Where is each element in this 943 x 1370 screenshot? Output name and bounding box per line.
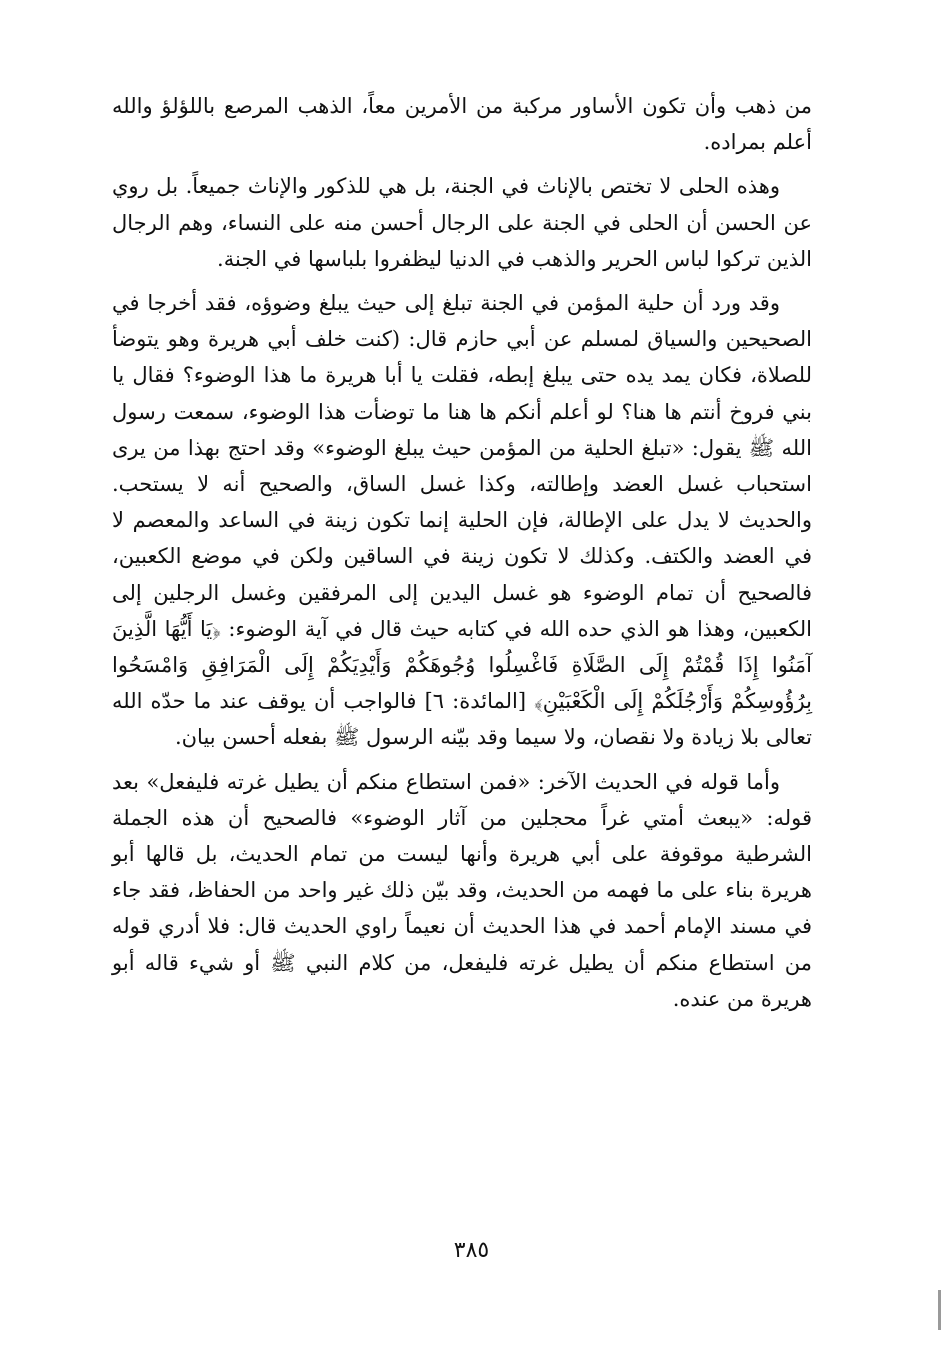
scan-edge-mark bbox=[938, 1290, 941, 1330]
page-number: ٣٨٥ bbox=[453, 1238, 490, 1263]
paragraph-bracelets: من ذهب وأن تكون الأساور مركبة من الأمرين معاً، الذهب المرصع باللؤلؤ والله أعلم بمراده. bbox=[112, 94, 812, 155]
page-body bbox=[112, 88, 812, 1025]
paragraph-wudu-hadith: وقد ورد أن حلية المؤمن في الجنة تبلغ إلى حيث يبلغ وضوؤه، فقد أخرجا في الصحيحين والسياق لمسلم عن أبي حازم قال: (كنت خلف أبي هريرة وهو يتوضأ للصلاة، فكان يمد يده حتى يبلغ إبطه، فقلت يا أبا هريرة ما هذا الوضوء؟ فقال يا بني فروخ أنتم ها هنا؟ لو أعلم أنكم ها هنا ما توضأت هذا الوضوء، سمعت رسول الله ﷺ يقول: «تبلغ الحلية من المؤمن حيث يبلغ الوضوء» وقد احتج بهذا من يرى استحباب غسل العضد وإطالته، وكذا غسل الساق، والصحيح أنه لا يستحب. والحديث لا يدل على الإطالة، فإن الحلية إنما تكون زينة في الساعد والمعصم لا في العضد والكتف. وكذلك لا تكون زينة في الساقين ولكن في موضع الكعبين، فالصحيح أن تمام الوضوء هو غسل اليدين إلى المرفقين وغسل الرجلين إلى الكعبين، وهذا هو الذي حده الله في كتابه حيث قال في آية الوضوء: ﴿يَا أَيُّهَا الَّذِينَ آمَنُوا إِذَا قُمْتُمْ إِلَى الصَّلَاةِ فَاغْسِلُوا وُجُوهَكُمْ وَأَيْدِيَكُمْ إِلَى الْمَرَافِقِ وَامْسَحُوا بِرُؤُوسِكُمْ وَأَرْجُلَكُمْ إِلَى الْكَعْبَيْنِ﴾ [المائدة: ٦] فالواجب أن يوقف عند ما حدّه الله تعالى بلا زيادة ولا نقصان، ولا سيما وقد بيّنه الرسول ﷺ بفعله أحسن بيان. bbox=[112, 291, 812, 750]
paragraph-ornaments-men: وهذه الحلى لا تختص بالإناث في الجنة، بل هي للذكور والإناث جميعاً. بل روي عن الحسن أن الحلى في الجنة على الرجال أحسن منه على النساء، وهم الرجال الذين تركوا لباس الحرير والذهب في الدنيا ليظفروا بلباسها في الجنة. bbox=[112, 174, 812, 271]
paragraph-ghurra-hadith: وأما قوله في الحديث الآخر: «فمن استطاع منكم أن يطيل غرته فليفعل» بعد قوله: «يبعث أمتي غراً محجلين من آثار الوضوء» فالصحيح أن هذه الجملة الشرطية موقوفة على أبي هريرة وأنها ليست من تمام الحديث، بل قالها أبو هريرة بناء على ما فهمه من الحديث، وقد بيّن ذلك غير واحد من الحفاظ، فقد جاء في مسند الإمام أحمد في هذا الحديث أن نعيماً راوي الحديث قال: فلا أدري قوله من استطاع منكم أن يطيل غرته فليفعل، من كلام النبي ﷺ أو شيء قاله أبو هريرة من عنده. bbox=[112, 769, 812, 1011]
